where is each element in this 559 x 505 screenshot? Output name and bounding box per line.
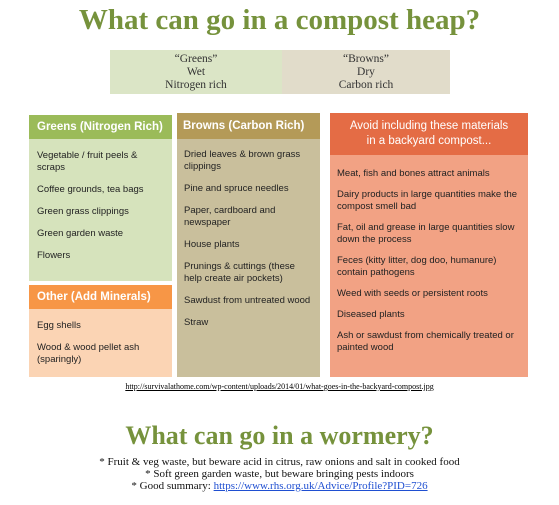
browns-summary-label: “Browns” bbox=[343, 52, 389, 65]
list-item: House plants bbox=[184, 239, 240, 250]
list-item: Flowers bbox=[37, 250, 71, 261]
greens-summary-nitrogen: Nitrogen rich bbox=[165, 78, 227, 91]
list-item: Ash or sawdust from chemically treated or painted wood bbox=[337, 330, 514, 353]
list-item: Pine and spruce needles bbox=[184, 183, 289, 194]
rhs-advice-link[interactable]: https://www.rhs.org.uk/Advice/Profile?PID=726 bbox=[213, 480, 428, 492]
wormery-note-1: * Fruit & veg waste, but beware acid in citrus, raw onions and salt in cooked food bbox=[99, 456, 460, 468]
greens-browns-bar bbox=[110, 50, 450, 94]
greens-panel-heading: Greens (Nitrogen Rich) bbox=[29, 115, 172, 139]
greens-panel bbox=[29, 115, 172, 281]
list-item: Vegetable / fruit peels & scraps bbox=[37, 150, 138, 173]
wormery-title: What can go in a wormery? bbox=[125, 421, 434, 450]
list-item: Feces (kitty litter, dog doo, humanure) contain pathogens bbox=[337, 255, 497, 278]
list-item: Green garden waste bbox=[37, 228, 124, 239]
greens-summary-cell bbox=[110, 50, 282, 94]
wormery-note-2: * Soft green garden waste, but beware bringing pests indoors bbox=[145, 468, 414, 480]
other-panel-heading: Other (Add Minerals) bbox=[29, 285, 172, 309]
list-item: Dried leaves & brown grass clippings bbox=[184, 149, 301, 172]
greens-summary-wet: Wet bbox=[186, 65, 206, 78]
other-panel bbox=[29, 285, 172, 377]
list-item: Egg shells bbox=[37, 320, 81, 331]
list-item: Meat, fish and bones attract animals bbox=[337, 168, 490, 179]
list-item: Diseased plants bbox=[337, 309, 405, 320]
compost-heap-title: What can go in a compost heap? bbox=[78, 4, 481, 36]
list-item: Green grass clippings bbox=[37, 206, 129, 217]
browns-panel-heading: Browns (Carbon Rich) bbox=[177, 113, 320, 139]
greens-summary-label: “Greens” bbox=[174, 52, 218, 65]
wormery-note-3 bbox=[0, 480, 559, 492]
list-item: Dairy products in large quantities make the compost smell bad bbox=[337, 189, 518, 212]
wormery-notes bbox=[0, 456, 559, 492]
source-link[interactable]: http://survivalathome.com/wp-content/uploads/2014/01/what-goes-in-the-backyard-compost.jpg bbox=[125, 382, 434, 391]
avoid-heading-line1: Avoid including these materials bbox=[349, 120, 509, 132]
list-item: Straw bbox=[184, 317, 209, 328]
browns-summary-dry: Dry bbox=[357, 65, 375, 78]
wormery-note-3-prefix: * Good summary: bbox=[131, 480, 214, 492]
list-item: Coffee grounds, tea bags bbox=[37, 184, 144, 195]
avoid-panel bbox=[330, 113, 528, 377]
avoid-heading-line2: in a backyard compost... bbox=[366, 135, 492, 147]
list-item: Fat, oil and grease in large quantities slow down the process bbox=[337, 222, 515, 245]
browns-summary-cell bbox=[282, 50, 450, 94]
browns-panel bbox=[177, 113, 320, 377]
list-item: Sawdust from untreated wood bbox=[184, 295, 311, 306]
list-item: Paper, cardboard and newspaper bbox=[184, 205, 276, 228]
avoid-panel-heading bbox=[330, 113, 528, 155]
browns-summary-carbon: Carbon rich bbox=[338, 78, 394, 91]
list-item: Prunings & cuttings (these help create air pockets) bbox=[184, 261, 295, 284]
list-item: Wood & wood pellet ash (sparingly) bbox=[37, 342, 140, 365]
list-item: Weed with seeds or persistent roots bbox=[337, 288, 488, 299]
